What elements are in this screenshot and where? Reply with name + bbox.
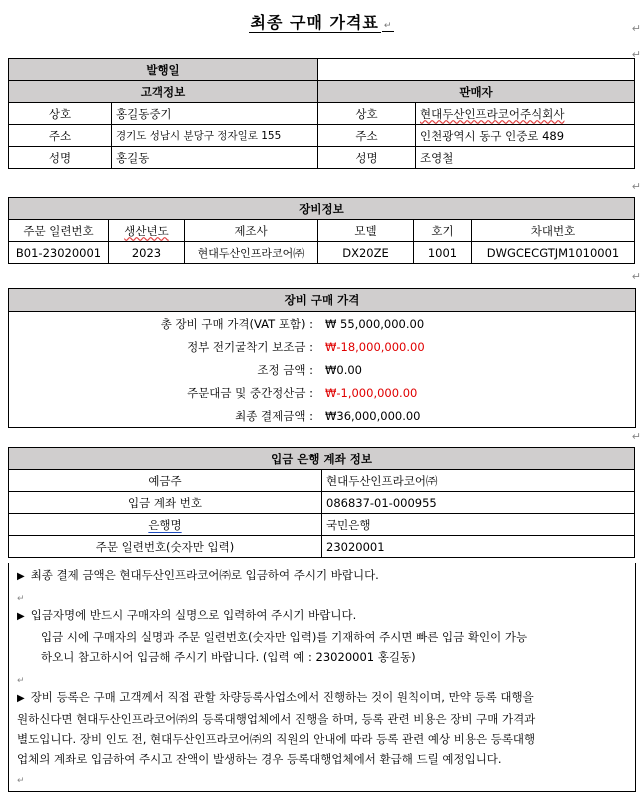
- price-row-final: [9, 405, 635, 428]
- final-payment-label: 최종 결제금액 :: [235, 409, 313, 423]
- table-row: [9, 492, 635, 514]
- table-row: [9, 536, 635, 558]
- note-registration: [17, 687, 617, 769]
- note-registration-line2: 원하신다면 현대두산인프라코어㈜의 등록대행업체에서 진행을 하며, 등록 관련 비용은 장비 구매 가격과: [17, 712, 536, 726]
- seller-header: 판매자: [318, 81, 635, 103]
- customer-name-value[interactable]: 홍길동: [112, 147, 318, 169]
- price-row-subsidy: [9, 336, 635, 359]
- total-price-value[interactable]: ₩ 55,000,000.00: [325, 317, 425, 331]
- seller-name-label: 성명: [318, 147, 416, 169]
- note-depositor: [17, 605, 617, 667]
- seller-address-value[interactable]: 인천광역시 동구 인중로 489: [416, 125, 635, 147]
- order-digits-value[interactable]: 23020001: [322, 536, 635, 558]
- equipment-columns-row: [9, 220, 635, 242]
- price-header: 장비 구매 가격: [9, 289, 635, 312]
- note-depositor-line2: 입금 시에 구매자의 실명과 주문 일련번호(숫자만 입력)를 기재하여 주시면 빠른 입금 확인이 가능: [41, 630, 528, 644]
- margin-mark: ↵: [631, 430, 641, 443]
- notes-box: [8, 563, 636, 792]
- equipment-header-row: [9, 198, 635, 220]
- page-title: 최종 구매 가격표 ↵: [250, 13, 393, 32]
- bank-block: [8, 447, 634, 558]
- paragraph-mark: ↵: [17, 676, 25, 686]
- seller-company-value[interactable]: 현대두산인프라코어주식회사: [416, 103, 635, 125]
- bank-header: 입금 은행 계좌 정보: [9, 448, 635, 470]
- col-model: 모델: [318, 220, 414, 242]
- total-price-label: 총 장비 구매 가격(VAT 포함) :: [160, 317, 313, 331]
- note-registration-line1: 장비 등록은 구매 고객께서 직접 관할 차량등록사업소에서 진행하는 것이 원칙이며, 만약 등록 대행을: [30, 690, 534, 704]
- info-table-block: [8, 58, 634, 169]
- col-chassis-number: 차대번호: [472, 220, 635, 242]
- table-row: [9, 242, 635, 264]
- issue-date-field[interactable]: [318, 59, 635, 81]
- margin-mark: ↵: [631, 48, 641, 61]
- adjustment-value[interactable]: ₩0.00: [325, 363, 362, 377]
- unit-number-value[interactable]: 1001: [414, 242, 472, 264]
- bullet-icon: ▶: [17, 571, 25, 582]
- note-payment: [17, 565, 617, 587]
- col-unit-number: 호기: [414, 220, 472, 242]
- account-holder-value[interactable]: 현대두산인프라코어㈜: [322, 470, 635, 492]
- table-row: [9, 103, 635, 125]
- table-row: [9, 514, 635, 536]
- col-manufacturer: 제조사: [185, 220, 318, 242]
- account-number-value[interactable]: 086837-01-000955: [322, 492, 635, 514]
- adjustment-label: 조정 금액 :: [257, 363, 313, 377]
- price-row-adjustment: [9, 359, 635, 382]
- bank-name-label: 은행명: [9, 514, 322, 536]
- margin-mark: ↵: [631, 270, 641, 283]
- chassis-number-value[interactable]: DWGCECGTJM1010001: [472, 242, 635, 264]
- subsidy-value[interactable]: ₩-18,000,000.00: [325, 340, 425, 354]
- customer-company-label: 상호: [9, 103, 112, 125]
- equipment-table: [8, 197, 635, 264]
- customer-name-label: 성명: [9, 147, 112, 169]
- customer-address-label: 주소: [9, 125, 112, 147]
- account-number-label: 입금 계좌 번호: [9, 492, 322, 514]
- manufacturer-value[interactable]: 현대두산인프라코어㈜: [185, 242, 318, 264]
- customer-company-value[interactable]: 홍길동중기: [112, 103, 318, 125]
- paragraph-mark: ↵: [17, 776, 25, 786]
- blank-line: [17, 769, 617, 791]
- deposit-value[interactable]: ₩-1,000,000.00: [325, 386, 418, 400]
- note-depositor-line1: 입금자명에 반드시 구매자의 실명으로 입력하여 주시기 바랍니다.: [30, 608, 357, 622]
- table-row: [9, 470, 635, 492]
- margin-mark: ↵: [631, 180, 641, 193]
- issue-label: 발행일: [9, 59, 318, 81]
- price-row-deposit: [9, 382, 635, 405]
- note-depositor-line3: 하오니 참고하시어 입금해 주시기 바랍니다. (입력 예 : 23020001 홍길동): [41, 650, 416, 664]
- order-number-value[interactable]: B01-23020001: [9, 242, 109, 264]
- col-order-number: 주문 일련번호: [9, 220, 109, 242]
- order-digits-label: 주문 일련번호(숫자만 입력): [9, 536, 322, 558]
- subsidy-label: 정부 전기굴착기 보조금 :: [187, 340, 313, 354]
- seller-name-value[interactable]: 조영철: [416, 147, 635, 169]
- note-registration-line4: 업체의 계좌로 입금하여 주시고 잔액이 발생하는 경우 등록대행업체에서 환급해 드릴 예정입니다.: [17, 752, 502, 766]
- bullet-icon: ▶: [17, 611, 25, 622]
- title-text: 최종 구매 가격표: [250, 13, 379, 32]
- note-registration-line3: 별도입니다. 장비 인도 전, 현대두산인프라코어㈜의 직원의 안내에 따라 등록 관련 예상 비용은 등록대행: [17, 732, 536, 746]
- model-value[interactable]: DX20ZE: [318, 242, 414, 264]
- seller-address-label: 주소: [318, 125, 416, 147]
- paragraph-mark: ↵: [17, 594, 25, 604]
- equipment-header: 장비정보: [9, 198, 635, 220]
- customer-header: 고객정보: [9, 81, 318, 103]
- customer-address-value[interactable]: 경기도 성남시 분당구 정자일로 155: [112, 125, 318, 147]
- party-header-row: [9, 81, 635, 103]
- margin-mark: ↵: [631, 22, 641, 35]
- price-row-total: [9, 313, 635, 336]
- info-table: [8, 58, 635, 169]
- table-row: [9, 125, 635, 147]
- seller-company-label: 상호: [318, 103, 416, 125]
- note-payment-text: 최종 결제 금액은 현대두산인프라코어㈜로 입금하여 주시기 바랍니다.: [30, 568, 379, 582]
- bullet-icon: ▶: [17, 693, 25, 704]
- price-box: [8, 288, 636, 428]
- bank-header-row: [9, 448, 635, 470]
- final-payment-value[interactable]: ₩36,000,000.00: [325, 409, 421, 423]
- col-production-year: 생산년도: [109, 220, 185, 242]
- production-year-value[interactable]: 2023: [109, 242, 185, 264]
- bank-name-value[interactable]: 국민은행: [322, 514, 635, 536]
- bank-table: [8, 447, 635, 558]
- equipment-block: [8, 197, 634, 264]
- table-row: [9, 147, 635, 169]
- issue-row: [9, 59, 635, 81]
- account-holder-label: 예금주: [9, 470, 322, 492]
- deposit-label: 주문대금 및 중간정산금 :: [187, 386, 313, 400]
